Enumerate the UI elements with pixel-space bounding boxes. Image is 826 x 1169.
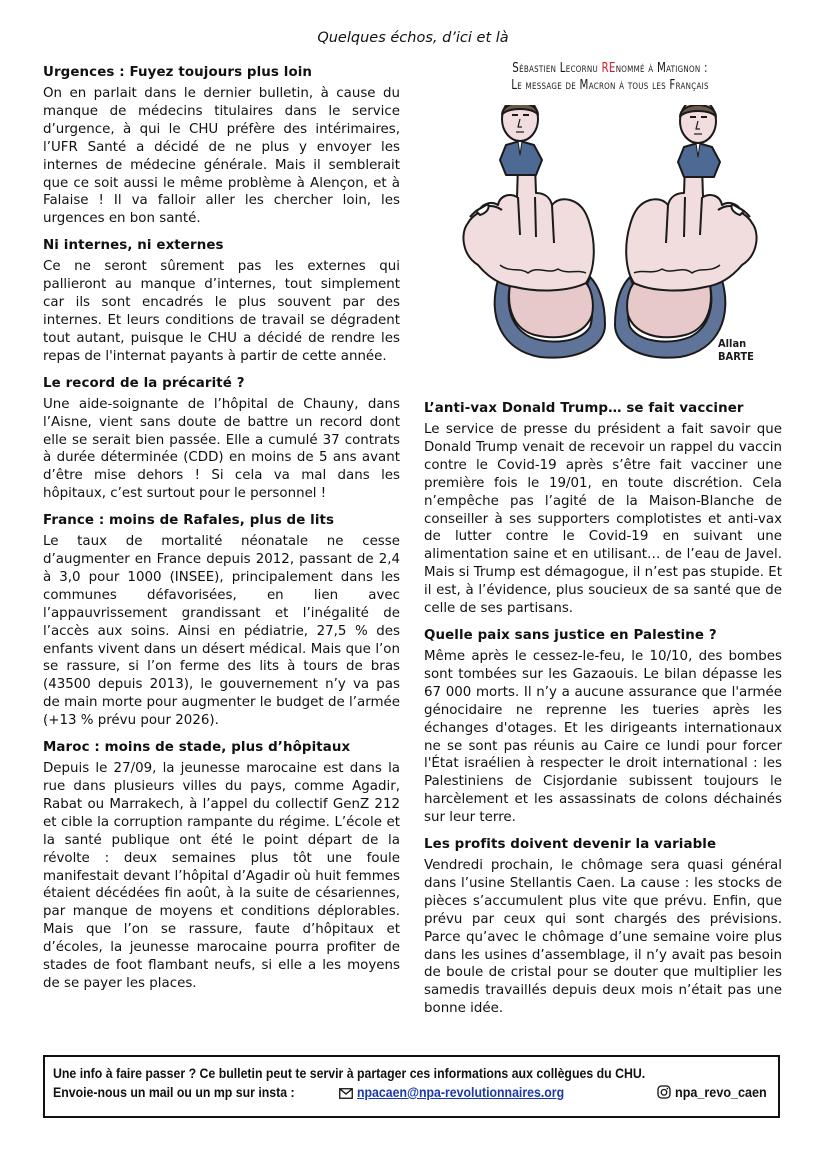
envelope-icon [339, 1088, 353, 1099]
article-stellantis [424, 836, 782, 1018]
email-link[interactable]: npacaen@npa-revolutionnaires.org [357, 1084, 565, 1100]
instagram-icon [657, 1085, 671, 1099]
email-contact [339, 1084, 592, 1100]
article-title: Les profits doivent devenir la variable [424, 837, 717, 853]
article-title: Quelle paix sans justice en Palestine ? [424, 627, 717, 643]
contact-line [53, 1084, 770, 1104]
article-body: Vendredi prochain, le chômage sera quasi général dans l’usine Stellantis Caen. La cause : les stocks de pièces s’accumulent plus vite que prévu. Enfin, que prévu par ceux qui sont chargés des prévisions. Parce qu’avec le chômage d’une semaine voire plus dans les usines d’assemblage, il n’y avait pas besoin de boule de cristal pour se douter que multiplier les samedis travaillés depuis deux mois n’était pas une bonne idée. [424, 858, 782, 1017]
article-title: L’anti-vax Donald Trump… se fait vacciner [424, 401, 744, 416]
article-ni-internes [43, 237, 400, 365]
cartoon-caption-line2: Le message de Macron à tous les Français [511, 78, 709, 93]
article-body: Le service de presse du président a fait savoir que Donald Trump venait de recevoir un rappel du vaccin contre le Covid-19 après s’être fait vacciner une première fois le 19/01, en toute discrétion. Cela n’empêche pas l’agité de la Maison-Blanche de conseiller à ses supporters complotistes et anti-vax de lutter contre le Covid-19 en suivant une alimentation saine et en utilisant… de l’eau de Javel. Mais si Trump est démagogue, il n’est pas stupide. Et il est, à l’évidence, plus soucieux de sa santé que de celle de ses partisans. [424, 422, 782, 617]
article-body: On en parlait dans le dernier bulletin, à cause du manque de médecins titulaires dans le service d’urgence, à qui le CHU préfère des intérimaires, l’UFR Santé a décidé de ne plus y envoyer les internes de médecine générale. Mais il semblerait que ce soit aussi le même problème à Alençon, et à Falaise ! Il va falloir aller les chercher loin, les urgences en bon santé. [43, 86, 400, 227]
cartoon-signature-line2: BARTE [718, 350, 754, 363]
cartoon-caption [460, 60, 759, 94]
article-title: Ni internes, ni externes [43, 238, 224, 254]
cartoon-caption-red: RE [601, 61, 616, 76]
article-body: Même après le cessez-le-feu, le 10/10, des bombes sont tombées sur les Gazaouis. Le bilan dépasse les 67 000 morts. Il n’y a aucune assurance que l'armée génocidaire ne reprenne les tueries après les échanges d'otages. Et les dirigeants internationaux ne se sont pas réunis au Caire ce lundi pour forcer l'État israélien à respecter le droit international : les Palestiniens de Cisjordanie subissent toujours le harcèlement et les assassinats de colons déchainés sur leur terre. [424, 648, 782, 826]
article-body: Le taux de mortalité néonatale ne cesse d’augmenter en France depuis 2012, passant de 2,4 à 3,0 pour 1000 (INSEE), principalement dans les communes défavorisées, en lien avec l’appauvrissement grandissant et l’inégalité de l’accès aux soins. Ainsi en pédiatrie, 27,5 % des enfants vivent dans un désert médical. Mais que l’on se rassure, si l’on ferme des lits à tours de bras (43500 depuis 2013), le gouvernement n’y va pas de main morte pour augmenter le budget de l’armée (+13 % prévu pour 2026). [43, 534, 400, 729]
cartoon-signature-line1: Allan [718, 337, 747, 350]
article-france-rafales [43, 512, 400, 730]
contact-box [43, 1055, 780, 1118]
article-palestine [424, 627, 782, 827]
instagram-contact [657, 1084, 777, 1100]
article-body: Depuis le 27/09, la jeunesse marocaine est dans la rue dans plusieurs villes du pays, comme Agadir, Rabat ou Marrakech, à l’appel du collectif GenZ 212 et cible la corruption rampante du régime. L’école et la santé publique ont été le point départ de la révolte : deux semaines plus tôt une foule manifestait devant l’hôpital d’Agadir où huit femmes étaient décédées fin août, à la suite de césariennes, par manque de moyens et conditions déplorables. Mais que l’on se rassure, faute d’hôpitaux et d’écoles, la jeunesse marocaine pourra profiter de stades de foot flambant neufs, si elle a les moyens de se payer les places. [43, 761, 400, 991]
article-title: Maroc : moins de stade, plus d’hôpitaux [43, 740, 351, 756]
right-column [424, 400, 782, 1027]
article-maroc [43, 739, 400, 993]
left-column [43, 64, 400, 1002]
cartoon-caption-line1: Sébastien Lecornu REnommé à Matignon : [512, 61, 708, 76]
article-title: France : moins de Rafales, plus de lits [43, 513, 335, 529]
article-trump-vaccin [424, 400, 782, 618]
cartoon-drawing-icon [440, 105, 780, 385]
article-title: Urgences : Fuyez toujours plus loin [43, 65, 313, 80]
article-body: Une aide-soignante de l’hôpital de Chauny, dans l’Aisne, vient sans doute de battre un record dont elle se serait bien passée. Elle a cumulé 37 contrats à durée déterminée (CDD) en moins de 5 ans avant d’être mise dehors ! Si cela va mal dans les hôpitaux, c’est surtout pour le personnel ! [43, 396, 400, 502]
article-title: Le record de la précarité ? [43, 375, 245, 391]
instagram-handle[interactable]: npa_revo_caen [675, 1084, 767, 1100]
article-body: Ce ne seront sûrement pas les externes qui pallieront au manque d’internes, tout simplement car ils sont encadrés le plus souvent par des internes. Et leurs conditions de travail se dégradent tout autant, puisque le CHU a décidé de rendre les repas de l'internat payants à partir de cette année. [43, 259, 400, 364]
article-record-precarite [43, 375, 400, 503]
contact-intro: Une info à faire passer ? Ce bulletin peut te servir à partager ces informations aux collègues du CHU. [53, 1065, 646, 1081]
cartoon-illustration [440, 60, 780, 380]
page-title: Quelques échos, d’ici et là [317, 30, 509, 46]
contact-label: Envoie-nous un mail ou un mp sur insta : [53, 1084, 295, 1100]
article-urgences [43, 64, 400, 228]
